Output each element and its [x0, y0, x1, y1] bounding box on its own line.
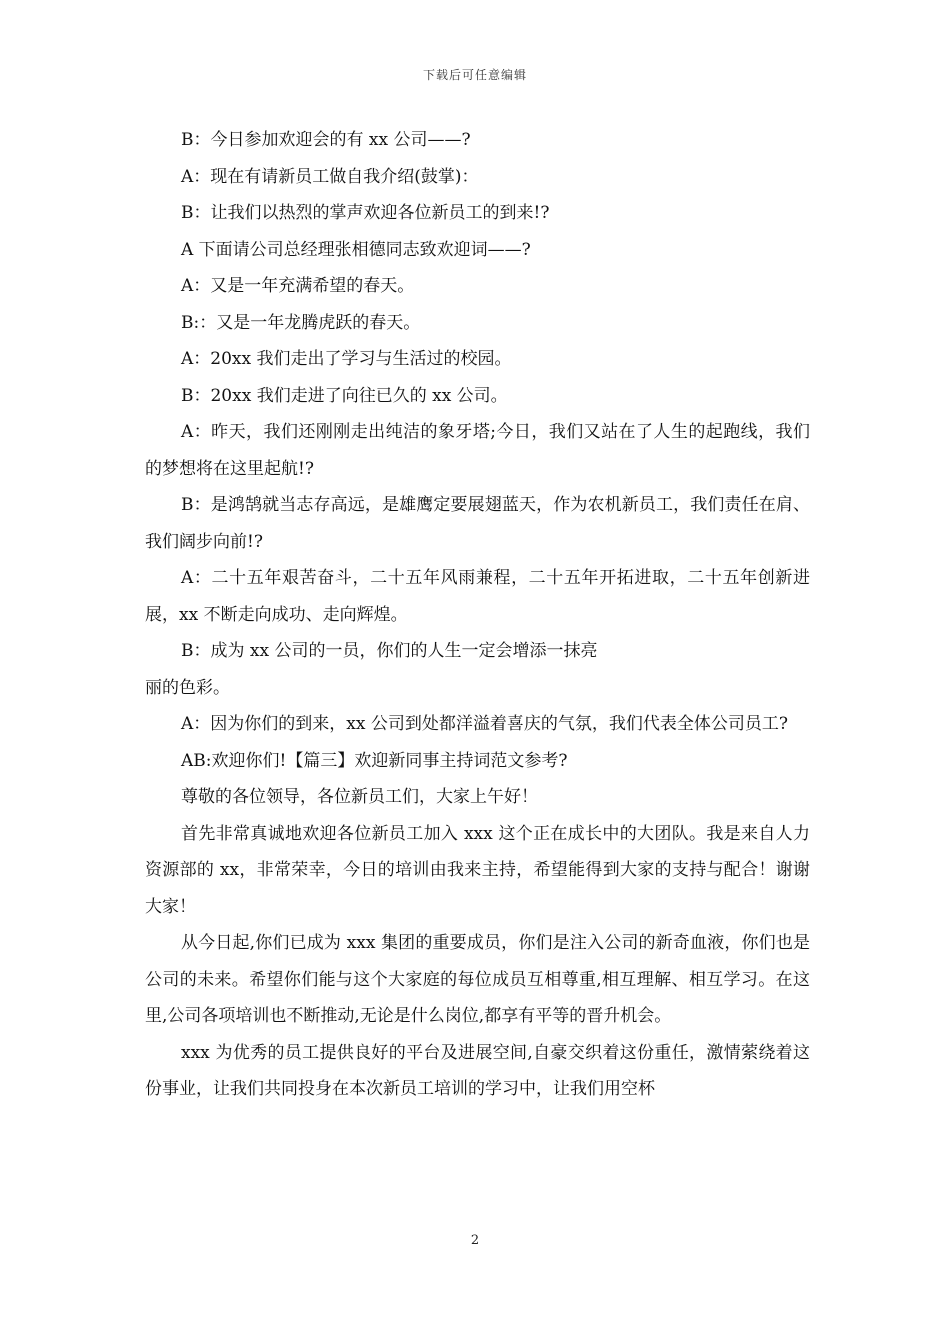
paragraph: B：20xx 我们走进了向往已久的 xx 公司。 [181, 385, 508, 406]
paragraph: A：二十五年艰苦奋斗，二十五年风雨兼程，二十五年开拓进取，二十五年创新进展，xx 不断走向成功、走向辉煌。 [145, 568, 810, 625]
paragraph: B：今日参加欢迎会的有 xx 公司——? [181, 130, 471, 150]
paragraph: 从今日起,你们已成为 xxx 集团的重要成员，你们是注入公司的新奇血液，你们也是公司的未来。希望你们能与这个大家庭的每位成员互相尊重,相互理解、相互学习。在这里,公司各项培训也不断推动,无论是什么岗位,都享有平等的晋升机会。 [145, 933, 810, 1026]
paragraph: xxx 为优秀的员工提供良好的平台及进展空间,自豪交织着这份重任，激情萦绕着这份事业，让我们共同投身在本次新员工培训的学习中，让我们用空杯 [145, 1042, 810, 1099]
paragraph: 首先非常真诚地欢迎各位新员工加入 xxx 这个正在成长中的大团队。我是来自人力资源部的 xx，非常荣幸，今日的培训由我来主持，希望能得到大家的支持与配合！谢谢大家！ [145, 823, 810, 917]
paragraph: B：让我们以热烈的掌声欢迎各位新员工的到来!? [181, 203, 550, 223]
paragraph: B:：又是一年龙腾虎跃的春天。 [181, 312, 421, 333]
paragraph: B：是鸿鹄就当志存高远，是雄鹰定要展翅蓝天，作为农机新员工，我们责任在肩、我们阔步向前!? [145, 495, 810, 552]
document-body [145, 122, 810, 1108]
paragraph: 尊敬的各位领导，各位新员工们，大家上午好！ [181, 787, 538, 807]
page-number: 2 [470, 1233, 480, 1248]
paragraph: A：20xx 我们走出了学习与生活过的校园。 [181, 349, 512, 369]
page-header: 下载后可任意编辑 [422, 68, 527, 82]
paragraph: A：昨天，我们还刚刚走出纯洁的象牙塔;今日，我们又站在了人生的起跑线，我们的梦想将在这里起航!? [145, 422, 810, 479]
paragraph: AB:欢迎你们!【篇三】欢迎新同事主持词范文参考? [181, 750, 568, 771]
paragraph: 丽的色彩。 [145, 677, 230, 698]
paragraph: A：因为你们的到来，xx 公司到处都洋溢着喜庆的气氛，我们代表全体公司员工? [181, 714, 788, 734]
paragraph: A：现在有请新员工做自我介绍(鼓掌)： [181, 166, 479, 187]
paragraph: B：成为 xx 公司的一员，你们的人生一定会增添一抹亮 [181, 641, 598, 661]
paragraph: A 下面请公司总经理张相德同志致欢迎词——? [181, 239, 531, 260]
paragraph: A：又是一年充满希望的春天。 [181, 276, 415, 296]
